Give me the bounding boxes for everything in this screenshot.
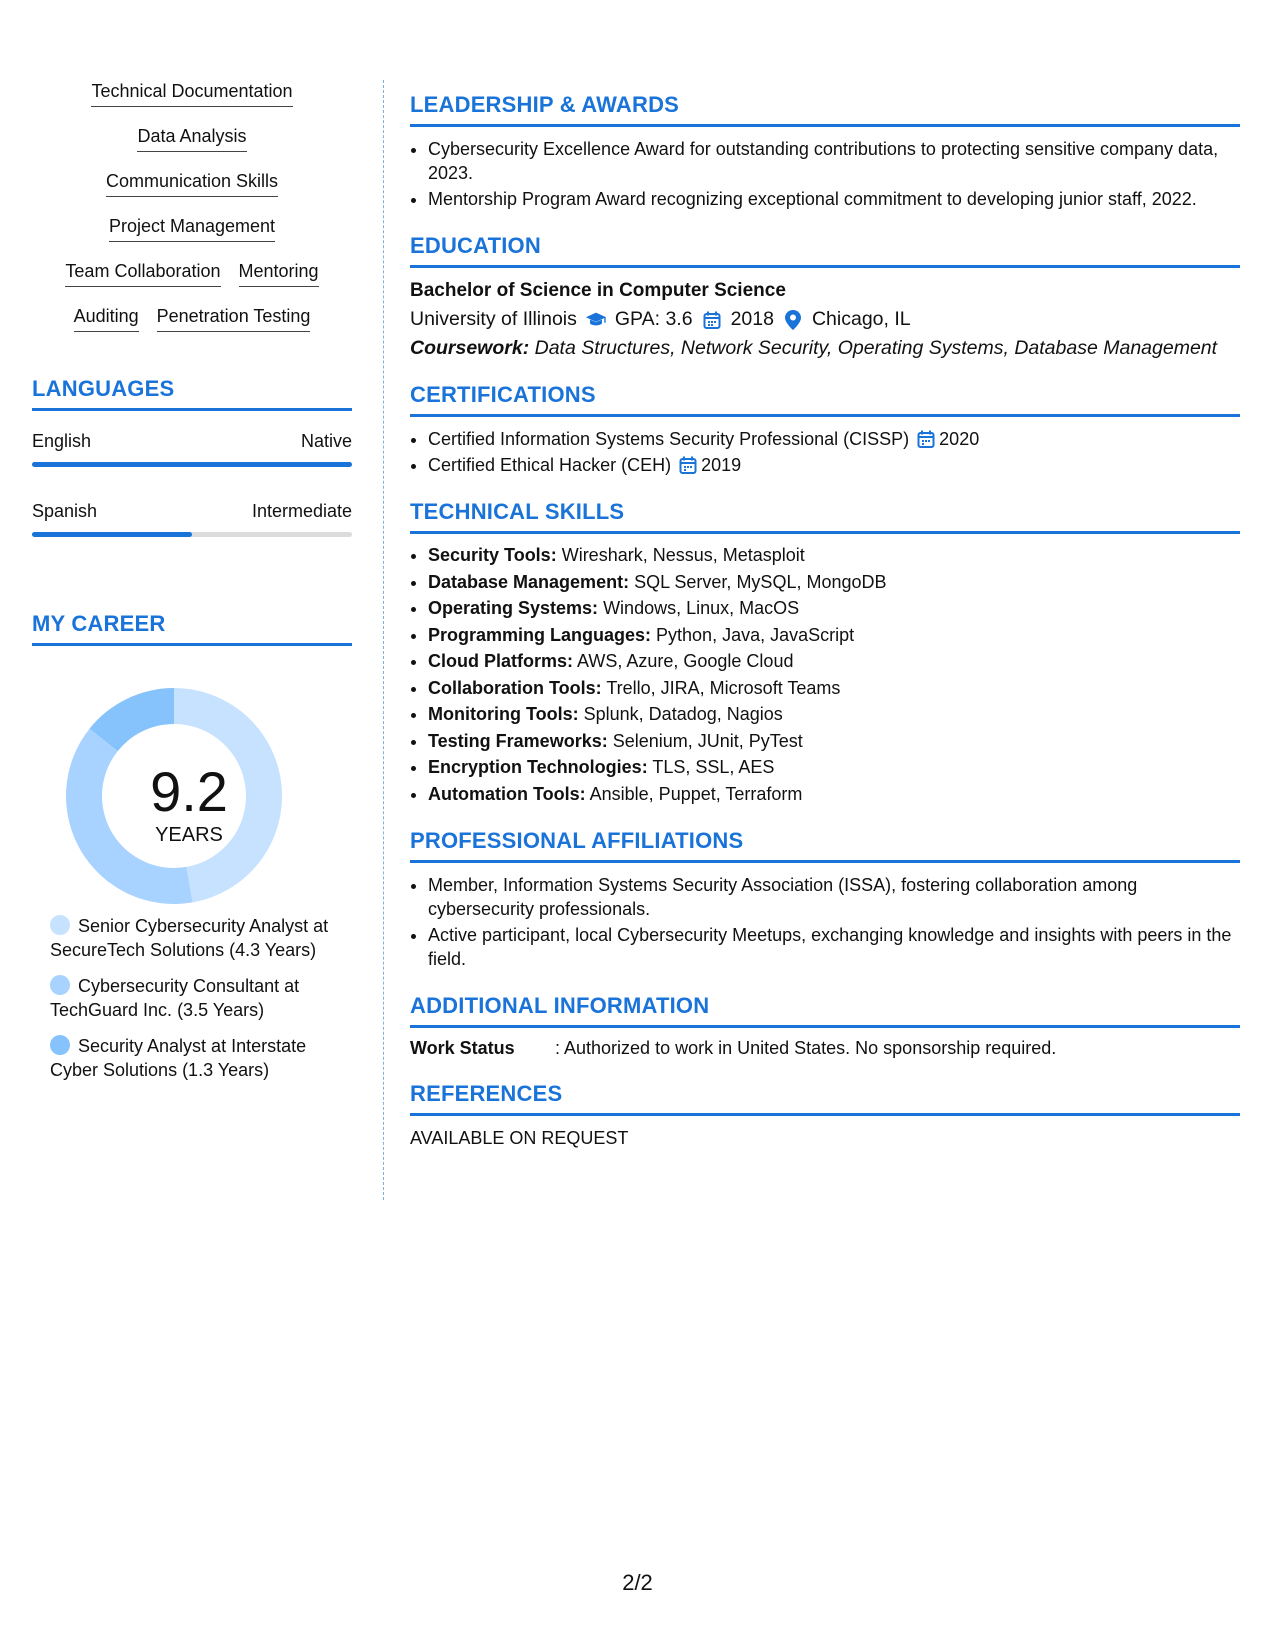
technical-skill-item — [428, 544, 1240, 568]
technical-skill-item — [428, 624, 1240, 648]
section-title: PROFESSIONAL AFFILIATIONS — [410, 828, 1240, 863]
section-title: REFERENCES — [410, 1081, 1240, 1116]
legend-item — [50, 974, 340, 1022]
references-section — [410, 1081, 1240, 1149]
legend-label: Cybersecurity Consultant at TechGuard Inc. (3.5 Years) — [50, 976, 300, 1020]
graduation-cap-icon — [585, 309, 607, 331]
legend-label: Senior Cybersecurity Analyst at SecureTech Solutions (4.3 Years) — [50, 916, 329, 960]
certification-year: 2019 — [701, 455, 742, 475]
legend-item — [50, 1034, 340, 1082]
skill-values: Python, Java, JavaScript — [651, 624, 855, 645]
leadership-section — [410, 92, 1240, 211]
section-title: CERTIFICATIONS — [410, 382, 1240, 417]
list-item: • Mentorship Program Award recognizing exceptional commitment to developing junior staff, 2022. — [428, 187, 1240, 211]
section-title: LEADERSHIP & AWARDS — [410, 92, 1240, 127]
skill-category: Encryption Technologies: — [428, 757, 648, 777]
skills-tags — [32, 80, 352, 350]
technical-skill-item — [428, 571, 1240, 595]
technical-skills-section — [410, 499, 1240, 806]
coursework-list: Data Structures, Network Security, Operating Systems, Database Management — [529, 337, 1218, 359]
career-total-years: 9.2 — [150, 760, 228, 823]
additional-info-section — [410, 993, 1240, 1059]
certification-name: Certified Information Systems Security Professional (CISSP) — [428, 429, 910, 449]
legend-label: Security Analyst at Interstate Cyber Solutions (1.3 Years) — [50, 1036, 307, 1080]
calendar-icon — [701, 309, 723, 331]
certification-year: 2020 — [939, 429, 980, 449]
legend-dot — [50, 975, 70, 995]
graduation-year: 2018 — [730, 308, 774, 330]
university-name: University of Illinois — [410, 308, 577, 330]
list-item: • Cybersecurity Excellence Award for outstanding contributions to protecting sensitive company data, 2023. — [428, 137, 1240, 185]
language-level: Intermediate — [251, 501, 352, 521]
skill-tag: Mentoring — [239, 260, 319, 287]
career-section — [32, 611, 352, 1082]
calendar-icon — [679, 456, 697, 474]
technical-skills-list — [410, 544, 1240, 806]
languages-section — [32, 376, 352, 537]
calendar-icon — [917, 430, 935, 448]
section-title: LANGUAGES — [32, 376, 352, 411]
language-bar — [32, 462, 352, 467]
affiliations-section — [410, 828, 1240, 971]
skill-values: AWS, Azure, Google Cloud — [573, 651, 794, 671]
language-name: Spanish — [32, 501, 98, 521]
technical-skill-item — [428, 650, 1240, 674]
technical-skill-item — [428, 597, 1240, 621]
education-details — [410, 308, 1240, 331]
degree-title: Bachelor of Science in Computer Science — [410, 280, 786, 301]
skill-category: Programming Languages: — [428, 624, 652, 645]
references-text: AVAILABLE ON REQUEST — [410, 1128, 629, 1148]
legend-dot — [50, 1035, 70, 1055]
skill-values: TLS, SSL, AES — [647, 757, 775, 777]
certification-item — [428, 427, 1240, 451]
column-divider — [383, 80, 384, 1200]
skill-tag: Penetration Testing — [157, 305, 311, 332]
skill-values: Trello, JIRA, Microsoft Teams — [601, 677, 841, 698]
coursework-label: Coursework: — [410, 337, 530, 359]
list-item: • Member, Information Systems Security Association (ISSA), fostering collaboration among cybersecurity professionals. — [428, 873, 1240, 921]
career-donut-chart — [32, 656, 352, 906]
skill-category: Monitoring Tools: — [428, 704, 579, 724]
skill-category: Cloud Platforms: — [428, 651, 574, 671]
technical-skill-item — [428, 756, 1240, 780]
language-bar-fill — [32, 532, 192, 537]
right-column — [410, 92, 1240, 1171]
technical-skill-item — [428, 703, 1240, 727]
education-location: Chicago, IL — [811, 308, 911, 330]
skill-values: Ansible, Puppet, Terraform — [585, 783, 803, 804]
skill-category: Database Management: — [428, 571, 630, 592]
skill-values: Selenium, JUnit, PyTest — [607, 730, 803, 751]
language-bar — [32, 532, 352, 537]
info-key: Work Status — [410, 1038, 515, 1058]
skill-values: Wireshark, Nessus, Metasploit — [556, 545, 805, 565]
gpa-value: GPA: 3.6 — [614, 308, 693, 330]
certification-item — [428, 453, 1240, 477]
skill-tag: Project Management — [109, 215, 275, 242]
section-title: TECHNICAL SKILLS — [410, 499, 1240, 534]
skill-category: Automation Tools: — [428, 783, 586, 804]
section-title: ADDITIONAL INFORMATION — [410, 993, 1240, 1028]
skill-tag: Auditing — [74, 305, 139, 332]
technical-skill-item — [428, 783, 1240, 807]
skill-values: SQL Server, MySQL, MongoDB — [629, 571, 887, 592]
left-column — [32, 80, 352, 1094]
info-value: : Authorized to work in United States. No sponsorship required. — [555, 1038, 1057, 1058]
language-item — [32, 501, 352, 537]
technical-skill-item — [428, 730, 1240, 754]
skill-tag: Team Collaboration — [65, 260, 220, 287]
language-bar-fill — [32, 462, 352, 467]
skill-category: Collaboration Tools: — [428, 677, 602, 698]
section-title: EDUCATION — [410, 233, 1240, 268]
skill-category: Security Tools: — [428, 545, 557, 565]
career-legend — [32, 914, 340, 1082]
technical-skill-item — [428, 677, 1240, 701]
skill-values: Splunk, Datadog, Nagios — [578, 704, 783, 724]
page-number: 2/2 — [622, 1570, 653, 1595]
education-section — [410, 233, 1240, 360]
skill-category: Testing Frameworks: — [428, 730, 608, 751]
skill-category: Operating Systems: — [428, 598, 599, 618]
section-title: MY CAREER — [32, 611, 352, 646]
language-item — [32, 431, 352, 467]
location-pin-icon — [782, 309, 804, 331]
skill-tag: Data Analysis — [137, 125, 246, 152]
certification-name: Certified Ethical Hacker (CEH) — [428, 455, 672, 475]
skill-tag: Communication Skills — [106, 170, 278, 197]
list-item: • Active participant, local Cybersecurity Meetups, exchanging knowledge and insights with peers in the field. — [428, 923, 1240, 971]
skill-values: Windows, Linux, MacOS — [598, 598, 800, 618]
skill-tag: Technical Documentation — [91, 80, 292, 107]
language-name: English — [32, 431, 92, 451]
coursework — [410, 337, 1240, 360]
language-level: Native — [300, 431, 352, 451]
career-total-unit: YEARS — [155, 824, 223, 846]
certifications-section — [410, 382, 1240, 477]
